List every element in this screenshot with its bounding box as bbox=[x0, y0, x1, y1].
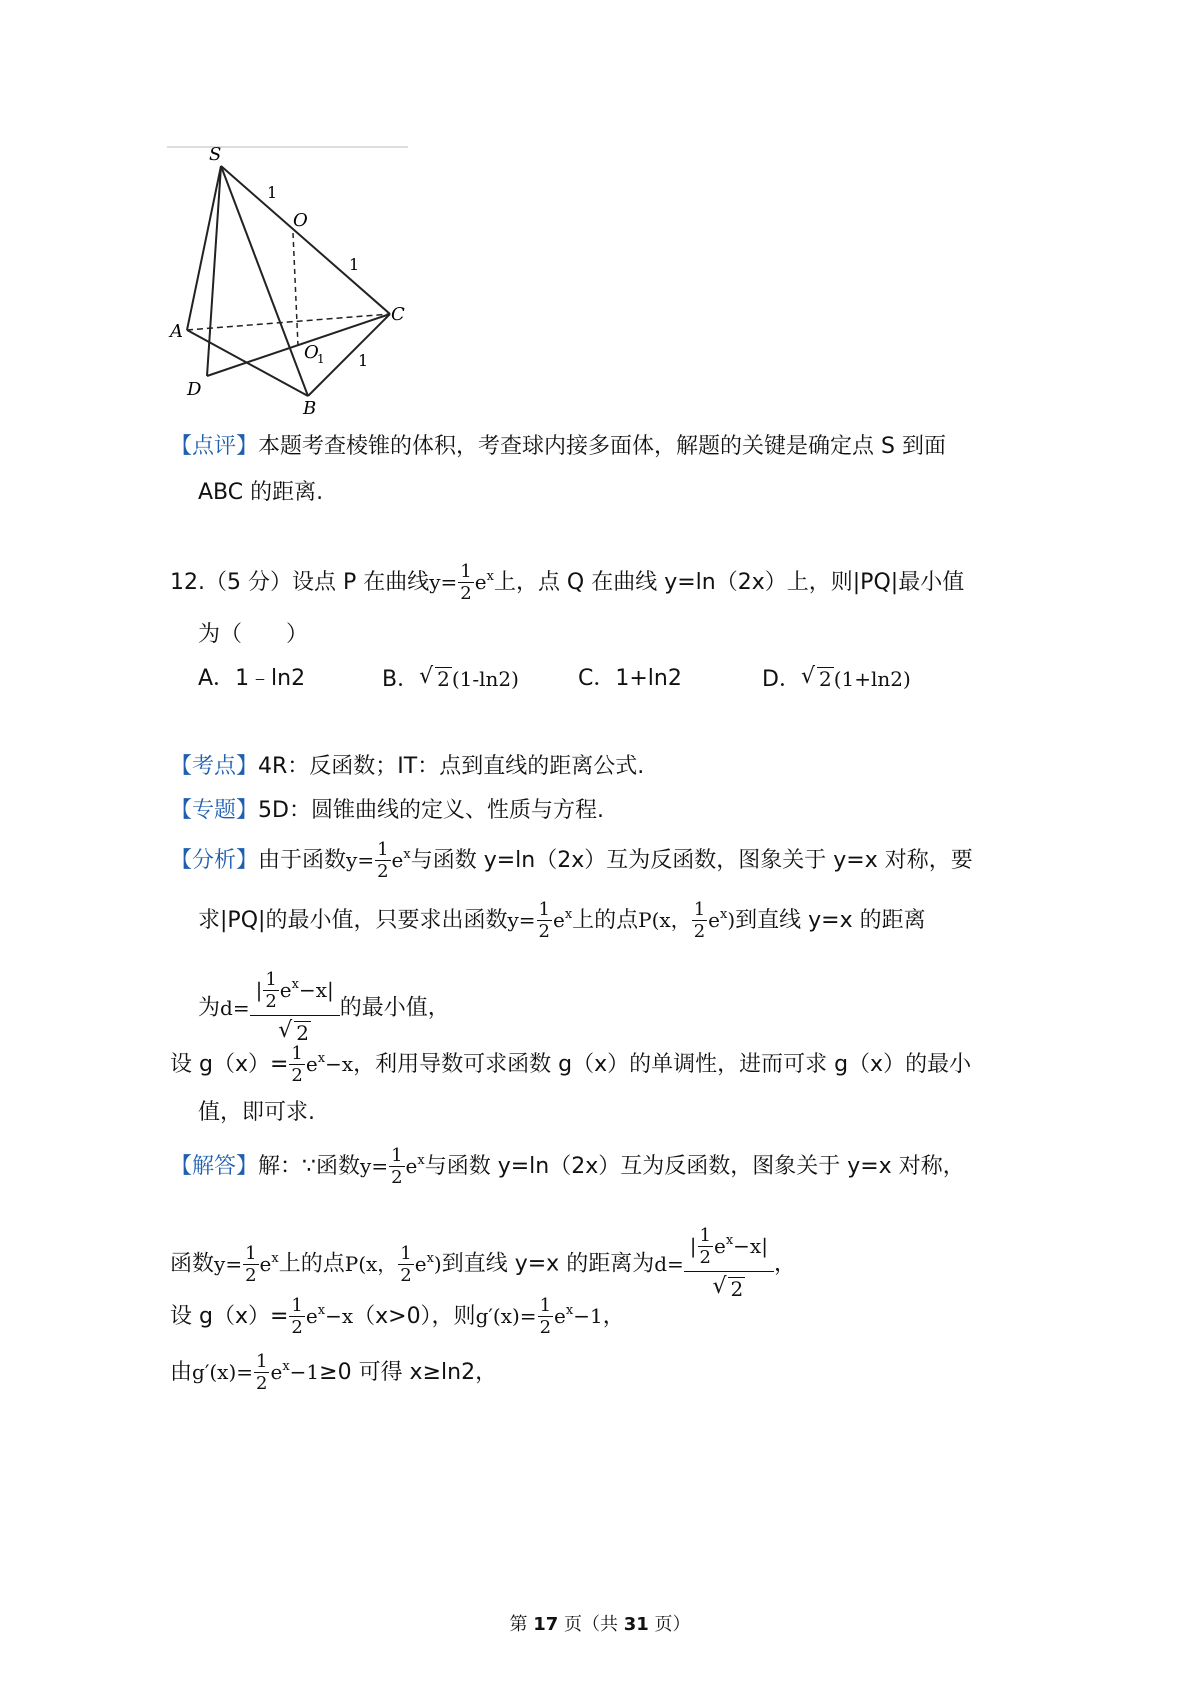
option-D: D．√ 2 (1+ln2) bbox=[762, 664, 911, 695]
option-A: A．1﹣ln2 bbox=[198, 666, 306, 691]
label-A: A bbox=[170, 321, 183, 342]
label-O1-subscript: 1 bbox=[317, 352, 325, 366]
jieda-line-1: 【解答】解：∵函数y= $\frac{1}{2}$ $e^x$与函数 y=ln（2x）互为反函数，图象关于 y=x 对称， bbox=[170, 1145, 965, 1188]
jieda-tag: 【解答】 bbox=[170, 1154, 259, 1179]
fenxi-line-5: 值，即可求. bbox=[198, 1100, 315, 1125]
question-pq: |PQ| bbox=[852, 570, 899, 595]
kaodian-line: 【考点】4R：反函数；IT：点到直线的距离公式. bbox=[170, 754, 645, 779]
edge-SC bbox=[221, 166, 390, 314]
review-text-2: ABC 的距离. bbox=[198, 480, 324, 505]
question-prefix: 12.（5 分）设点 P 在曲线 bbox=[170, 570, 430, 595]
review-tag: 【点评】 bbox=[170, 434, 259, 459]
label-C: C bbox=[391, 304, 405, 325]
edge-AC-hidden bbox=[187, 314, 390, 330]
review-text-1: 本题考查棱锥的体积，考查球内接多面体，解题的关键是确定点 S 到面 bbox=[258, 434, 946, 459]
kaodian-tag: 【考点】 bbox=[170, 754, 259, 779]
review-line-1 bbox=[170, 432, 946, 462]
fenxi-line-4: 设 g（x）= $\frac{1}{2}$ $e^x-x$，利用导数可求函数 g（x）的单调性，进而可求 g（x）的最小 bbox=[170, 1043, 972, 1086]
zhuanti-line: 【专题】5D：圆锥曲线的定义、性质与方程. bbox=[170, 798, 604, 823]
label-O: O bbox=[293, 210, 308, 231]
option-B: B．√ 2 (1-ln2) bbox=[382, 664, 519, 695]
jieda-line-4: 由g′(x)= $\frac{1}{2}$ $e^x-1\ge 0$ 可得 x≥ln2， bbox=[170, 1351, 498, 1394]
fenxi-tag: 【分析】 bbox=[170, 848, 259, 873]
fenxi-line-1: 【分析】由于函数y= $\frac{1}{2}$ $e^x$与函数 y=ln（2x）互为反函数，图象关于 y=x 对称，要 bbox=[170, 839, 973, 882]
question-end: 最小值 bbox=[898, 570, 965, 595]
jieda-line-3: 设 g（x）= $\frac{1}{2}$ $e^x-x(x>0)$，则g′(x)= $\frac{1}{2}$ $e^x-1$， bbox=[170, 1295, 625, 1338]
label-O1: O bbox=[304, 342, 319, 363]
label-edge-CB: 1 bbox=[358, 351, 369, 370]
label-D: D bbox=[187, 379, 202, 400]
label-edge-SO: 1 bbox=[267, 183, 278, 202]
question-line-2 bbox=[198, 620, 308, 650]
label-edge-OC: 1 bbox=[349, 255, 360, 274]
question-blank: 为（ ） bbox=[198, 622, 309, 647]
zhuanti-tag: 【专题】 bbox=[170, 798, 259, 823]
geometry-figure bbox=[165, 140, 425, 430]
option-C: C．1+ln2 bbox=[578, 666, 682, 691]
curve-formula: y= $\frac{1}{2}$ $e^x$ bbox=[429, 561, 494, 604]
jieda-line-2: 函数y= $\frac{1}{2}$ $e^x$上的点P(x， $\frac{1}{2}$ $e^x$)到直线 y=x 的距离为d= | $\frac{1}{2}$ $e^x-x|$ √ 2 ， bbox=[170, 1226, 796, 1304]
page-footer: 第 17 页（共 31 页） bbox=[509, 1614, 691, 1635]
fenxi-line-2: 求|PQ|的最小值，只要求出函数y= $\frac{1}{2}$ $e^x$上的点P(x， $\frac{1}{2}$ $e^x$)到直线 y=x 的距离 bbox=[198, 899, 926, 942]
label-B: B bbox=[303, 398, 317, 419]
page-number: 17 bbox=[533, 1614, 559, 1635]
question-line-1 bbox=[170, 562, 964, 605]
edge-OO1-hidden bbox=[293, 233, 298, 346]
question-mid: 上，点 Q 在曲线 y=ln（2x）上，则 bbox=[493, 570, 853, 595]
total-pages: 31 bbox=[623, 1614, 649, 1635]
label-S: S bbox=[209, 144, 222, 165]
fenxi-line-3: 为d= | $\frac{1}{2}$ $e^x-x|$ √ 2 的最小值， bbox=[198, 970, 450, 1048]
review-line-2 bbox=[198, 478, 323, 508]
distance-formula: d= | $\frac{1}{2}$ $e^x-x|$ √ 2 bbox=[220, 996, 340, 1020]
